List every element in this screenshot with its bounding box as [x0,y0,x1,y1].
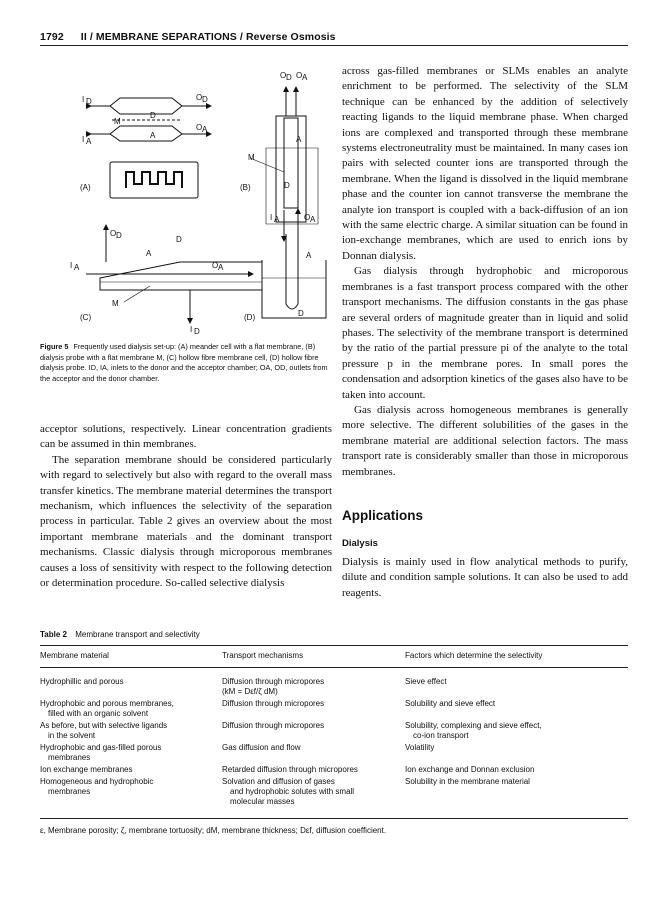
right-paragraph-3: Gas dialysis across homogeneous membranes is generally more selective. The different solubilities of the gases in the membrane material are additional selection factors. The mass transport rate is considerably smaller than those in microporous membranes. [342,403,628,478]
subsection-heading-dialysis: Dialysis [342,538,378,549]
cell-mechanism: Solvation and diffusion of gases and hydrophobic solutes with small molecular masses [222,777,355,806]
label-id-a: I [82,95,85,104]
table-row [40,743,628,765]
page-number: 1792 [40,31,64,43]
table-title: Membrane transport and selectivity [75,630,200,639]
header-rule [40,45,628,46]
label-a-d: A [306,251,312,260]
cell-factors: Solubility in the membrane material [405,777,530,786]
table-row [40,721,628,743]
svg-text:D: D [286,73,292,82]
label-panel-d: (D) [244,313,256,322]
membrane-transport-table [40,649,628,809]
svg-text:A: A [86,137,92,146]
figure-caption [40,342,332,384]
table-row [40,699,628,721]
svg-text:D: D [202,95,208,104]
panel-b-membrane [284,118,298,208]
label-od-b: O [280,71,287,80]
label-od-a: O [196,93,203,102]
panel-a-donor-channel [88,98,208,106]
label-d-b: D [284,181,290,190]
table-row [40,777,628,809]
cell-material: Hydrophobic and gas-filled porous membranes [40,743,162,762]
label-d-d: D [298,309,304,318]
label-oa-d: O [304,213,311,222]
right-paragraph-2: Gas dialysis through hydrophobic and microporous membranes is a fast transport process compared with the other transport mechanisms. The diffusion constants in the gas phase are several orders of magnitude greater than in liquid and solid phases. The selectivity of the membrane transport is determined by the ratio of the partial pressure pi of the analyte to the total pressure p in the membrane pores. In small pores the condensation and adsorption kinetics of the gases also have to be taken into account. [342,265,628,401]
svg-text:A: A [274,215,280,224]
label-oa-c: O [212,261,219,270]
label-a-a: A [150,131,156,140]
label-ia-c: I [70,261,73,270]
panel-c-cell [100,262,262,290]
col-header-factors: Factors which determine the selectivity [405,651,543,660]
panel-a-acceptor-channel [88,134,208,141]
panel-a-meander-channel [126,172,182,188]
table-bottom-rule [40,818,628,819]
cell-factors: Solubility, complexing and sieve effect, co-ion transport [405,721,542,740]
table-header-row [40,649,628,670]
svg-text:A: A [218,263,224,272]
figure-caption-label: Figure 5 [40,342,69,351]
table-top-rule [40,645,628,646]
label-a-b: A [296,135,302,144]
table-footnote: ε, Membrane porosity; ζ, membrane tortuosity; dM, membrane thickness; Dεf, diffusion coefficient. [40,826,387,835]
figure-5-diagram [40,62,332,340]
right-column [342,64,628,480]
label-od-c: O [110,229,117,238]
label-panel-b: (B) [240,183,251,192]
label-panel-c: (C) [80,313,92,322]
label-m-a: M [114,117,121,126]
cell-factors: Sieve effect [405,677,447,686]
svg-text:A: A [310,215,316,224]
running-header [40,31,628,43]
cell-factors: Solubility and sieve effect [405,699,496,708]
cell-material: Hydrophobic and porous membranes, filled with an organic solvent [40,699,174,718]
label-m-c: M [112,299,119,308]
panel-b-probe-tube [276,116,306,222]
svg-text:D: D [116,231,122,240]
label-m-b: M [248,153,255,162]
left-column [40,422,332,591]
label-a-c: A [146,249,152,258]
cell-mechanism: Retarded diffusion through micropores [222,765,358,774]
panel-d-hollow-fibre [286,234,298,309]
svg-text:D: D [86,97,92,106]
cell-mechanism: Diffusion through micropores [222,699,325,708]
table-row [40,670,628,699]
table-caption [40,630,200,639]
figure-caption-text: Frequently used dialysis set-up: (A) meander cell with a flat membrane, (B) dialysis probe with a flat membrane M, (C) hollow fibre membrane cell, (D) hollow fibre dialysis probe. ID, IA, inlets to the donor and the acceptor chamber; OA, OD, outlets from the acceptor and the donor chamber. [40,342,328,383]
col-header-mechanism: Transport mechanisms [222,651,304,660]
right-column-dialysis [342,555,628,601]
cell-material: Ion exchange membranes [40,765,133,774]
cell-factors: Volatility [405,743,435,752]
running-title: II / MEMBRANE SEPARATIONS / Reverse Osmosis [80,31,336,43]
cell-mechanism: Diffusion through micropores [222,721,325,730]
left-paragraph-1: acceptor solutions, respectively. Linear concentration gradients can be assumed in thin membranes. [40,423,332,451]
label-d-c: D [176,235,182,244]
label-id-c: I [190,325,193,334]
table-label: Table 2 [40,630,67,639]
label-panel-a: (A) [80,183,91,192]
svg-text:A: A [302,73,308,82]
right-paragraph-1: across gas-filled membranes or SLMs enables an analyte enrichment to be performed. The selectivity of the SLM technique can be enhanced by the addition of selectively reacting ligands to the liquid membrane phase. When charged ions are complexed and transported through these membrane systems electroneutrality must be maintained. In many cases ion pairs with selected counter ions are transported through the membrane. When the ligand is dissolved in the liquid membrane phase and the counter ion cannot transverse the membrane the analyte ion transport is coupled with a back-diffusion of an ion with the same electric charge. A similar situation can be found in ion-exchange membranes, which are used to enrich ions by Donnan dialysis. [342,65,628,262]
label-oa-a: O [196,123,203,132]
cell-factors: Ion exchange and Donnan exclusion [405,765,535,774]
label-ia-a: I [82,135,85,144]
cell-material: As before, but with selective ligands in the solvent [40,721,168,740]
right-paragraph-4: Dialysis is mainly used in flow analytical methods to purify, dilute and condition sample solutions. It can also be used to add reagents. [342,556,628,599]
svg-text:A: A [202,125,208,134]
left-paragraph-2: The separation membrane should be considered particularly with regard to selectively but also with regard to the overall mass transfer kinetics. The membrane material determines the transport mechanism, which influences the selectivity of the separation process in particular. Table 2 gives an overview about the most important membrane materials and the dominant transport mechanisms. Classic dialysis through microporous membranes causes a loss of sensitivity with respect to the following detection or determination procedure. So-called selective dialysis [40,453,332,590]
label-ia-d: I [270,213,273,222]
col-header-material: Membrane material [40,651,109,660]
svg-text:D: D [194,327,200,336]
panel-a-cell-body [110,162,198,198]
svg-text:A: A [74,263,80,272]
label-oa-b: O [296,71,303,80]
panel-d-vessel [262,260,326,318]
table-row [40,765,628,777]
cell-material: Homogeneous and hydrophobic membranes [40,777,154,796]
cell-mechanism: Gas diffusion and flow [222,743,301,752]
label-d-a: D [150,111,156,120]
cell-mechanism: Diffusion through micropores (kM = Dεf/ζ dM) [222,677,325,696]
cell-material: Hydrophillic and porous [40,677,124,686]
section-heading-applications: Applications [342,508,424,523]
